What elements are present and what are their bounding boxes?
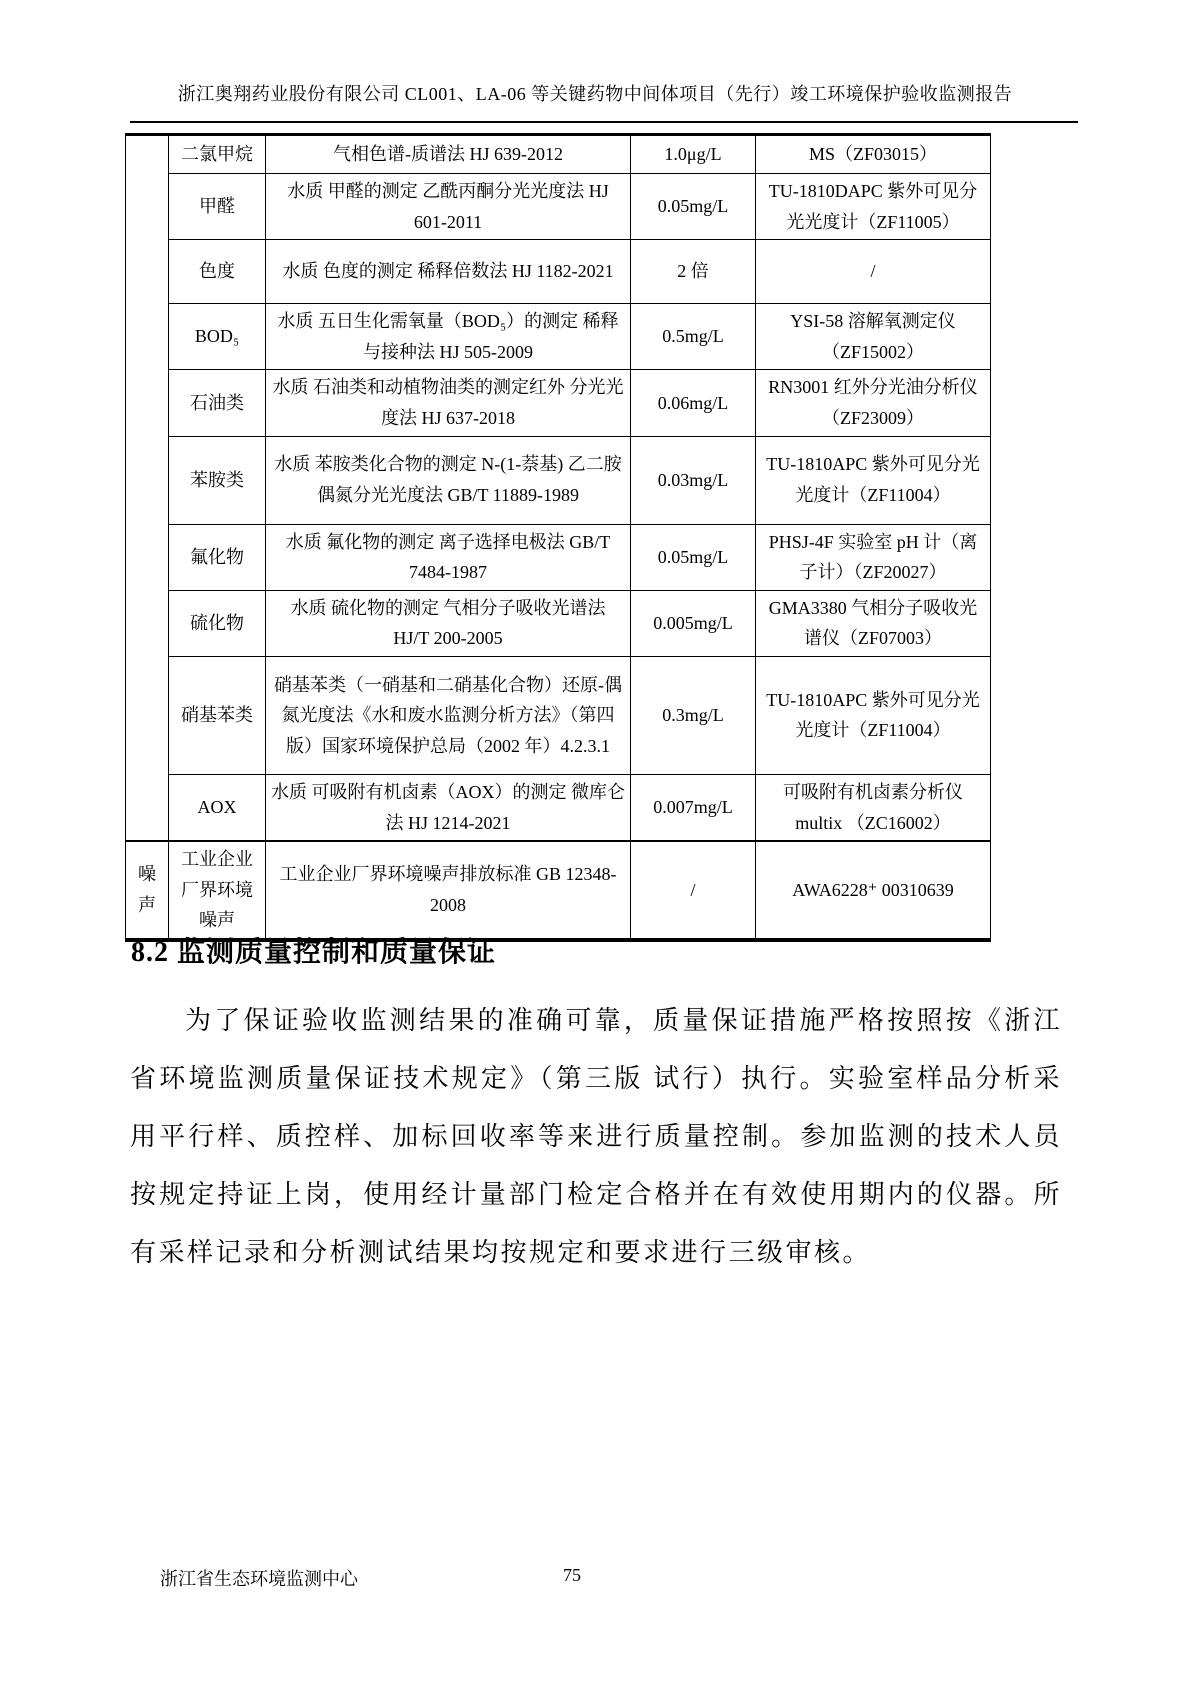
parameter-cell: 氟化物 [169,524,266,590]
instrument-cell: RN3001 红外分光油分析仪（ZF23009） [756,370,991,436]
category-cell-empty [126,135,169,842]
table-row [126,656,991,774]
table-row [126,774,991,841]
parameter-cell: 工业企业厂界环境噪声 [169,841,266,940]
parameter-cell: 甲醛 [169,174,266,240]
parameter-cell: 苯胺类 [169,436,266,524]
method-cell: 水质 硫化物的测定 气相分子吸收光谱法 HJ/T 200-2005 [266,590,631,656]
parameter-cell: 硫化物 [169,590,266,656]
instrument-cell: PHSJ-4F 实验室 pH 计（离子计）（ZF20027） [756,524,991,590]
monitoring-methods-table [125,133,991,942]
detection-limit-cell: 2 倍 [631,240,756,304]
method-cell: 硝基苯类（一硝基和二硝基化合物）还原-偶氮光度法《水和废水监测分析方法》（第四版）国家环境保护总局（2002 年）4.2.3.1 [266,656,631,774]
method-cell: 水质 五日生化需氧量（BOD₅）的测定 稀释与接种法 HJ 505-2009 [266,304,631,370]
parameter-cell: 硝基苯类 [169,656,266,774]
method-cell: 水质 可吸附有机卤素（AOX）的测定 微库仑法 HJ 1214-2021 [266,774,631,841]
category-cell-noise: 噪声 [126,841,169,940]
footer-institution: 浙江省生态环境监测中心 [160,1569,358,1589]
table-row [126,524,991,590]
detection-limit-cell: 0.3mg/L [631,656,756,774]
detection-limit-cell: 0.05mg/L [631,524,756,590]
detection-limit-cell: 0.005mg/L [631,590,756,656]
parameter-cell: AOX [169,774,266,841]
table-row [126,240,991,304]
instrument-cell: MS（ZF03015） [756,135,991,174]
detection-limit-cell: 0.03mg/L [631,436,756,524]
header-divider [130,121,1078,123]
table-row [126,436,991,524]
method-cell: 水质 氟化物的测定 离子选择电极法 GB/T 7484-1987 [266,524,631,590]
detection-limit-cell: 1.0μg/L [631,135,756,174]
parameter-cell: BOD₅ [169,304,266,370]
table-row [126,304,991,370]
detection-limit-cell: 0.5mg/L [631,304,756,370]
method-cell: 水质 苯胺类化合物的测定 N-(1-萘基) 乙二胺偶氮分光光度法 GB/T 11889-1989 [266,436,631,524]
detection-limit-cell: 0.007mg/L [631,774,756,841]
page-header-title: 浙江奥翔药业股份有限公司 CL001、LA-06 等关键药物中间体项目（先行）竣工环境保护验收监测报告 [177,84,1013,104]
method-cell: 工业企业厂界环境噪声排放标准 GB 12348-2008 [266,841,631,940]
instrument-cell: TU-1810DAPC 紫外可见分光光度计（ZF11005） [756,174,991,240]
instrument-cell: TU-1810APC 紫外可见分光光度计（ZF11004） [756,436,991,524]
instrument-cell: AWA6228⁺ 00310639 [756,841,991,940]
method-cell: 水质 甲醛的测定 乙酰丙酮分光光度法 HJ 601-2011 [266,174,631,240]
instrument-cell: GMA3380 气相分子吸收光谱仪（ZF07003） [756,590,991,656]
instrument-cell: YSI-58 溶解氧测定仪 （ZF15002） [756,304,991,370]
table-row [126,135,991,174]
parameter-cell: 二氯甲烷 [169,135,266,174]
table-row [126,174,991,240]
parameter-cell: 石油类 [169,370,266,436]
detection-limit-cell: 0.05mg/L [631,174,756,240]
detection-limit-cell: / [631,841,756,940]
body-paragraph: 为了保证验收监测结果的准确可靠，质量保证措施严格按照按《浙江省环境监测质量保证技术规定》（第三版 试行）执行。实验室样品分析采用平行样、质控样、加标回收率等来进行质量控制。参加监测的技术人员按规定持证上岗，使用经计量部门检定合格并在有效使用期内的仪器。所有采样记录和分析测试结果均按规定和要求进行三级审核。 [130,1006,1062,1267]
instrument-cell: 可吸附有机卤素分析仪 multix （ZC16002） [756,774,991,841]
table-row [126,590,991,656]
method-cell: 水质 石油类和动植物油类的测定红外 分光光度法 HJ 637-2018 [266,370,631,436]
section-heading: 8.2 监测质量控制和质量保证 [131,937,497,968]
detection-limit-cell: 0.06mg/L [631,370,756,436]
method-cell: 水质 色度的测定 稀释倍数法 HJ 1182-2021 [266,240,631,304]
parameter-cell: 色度 [169,240,266,304]
table-row [126,370,991,436]
instrument-cell: / [756,240,991,304]
method-cell: 气相色谱-质谱法 HJ 639-2012 [266,135,631,174]
instrument-cell: TU-1810APC 紫外可见分光光度计（ZF11004） [756,656,991,774]
footer-page-number: 75 [563,1565,581,1585]
table-row-noise [126,841,991,940]
